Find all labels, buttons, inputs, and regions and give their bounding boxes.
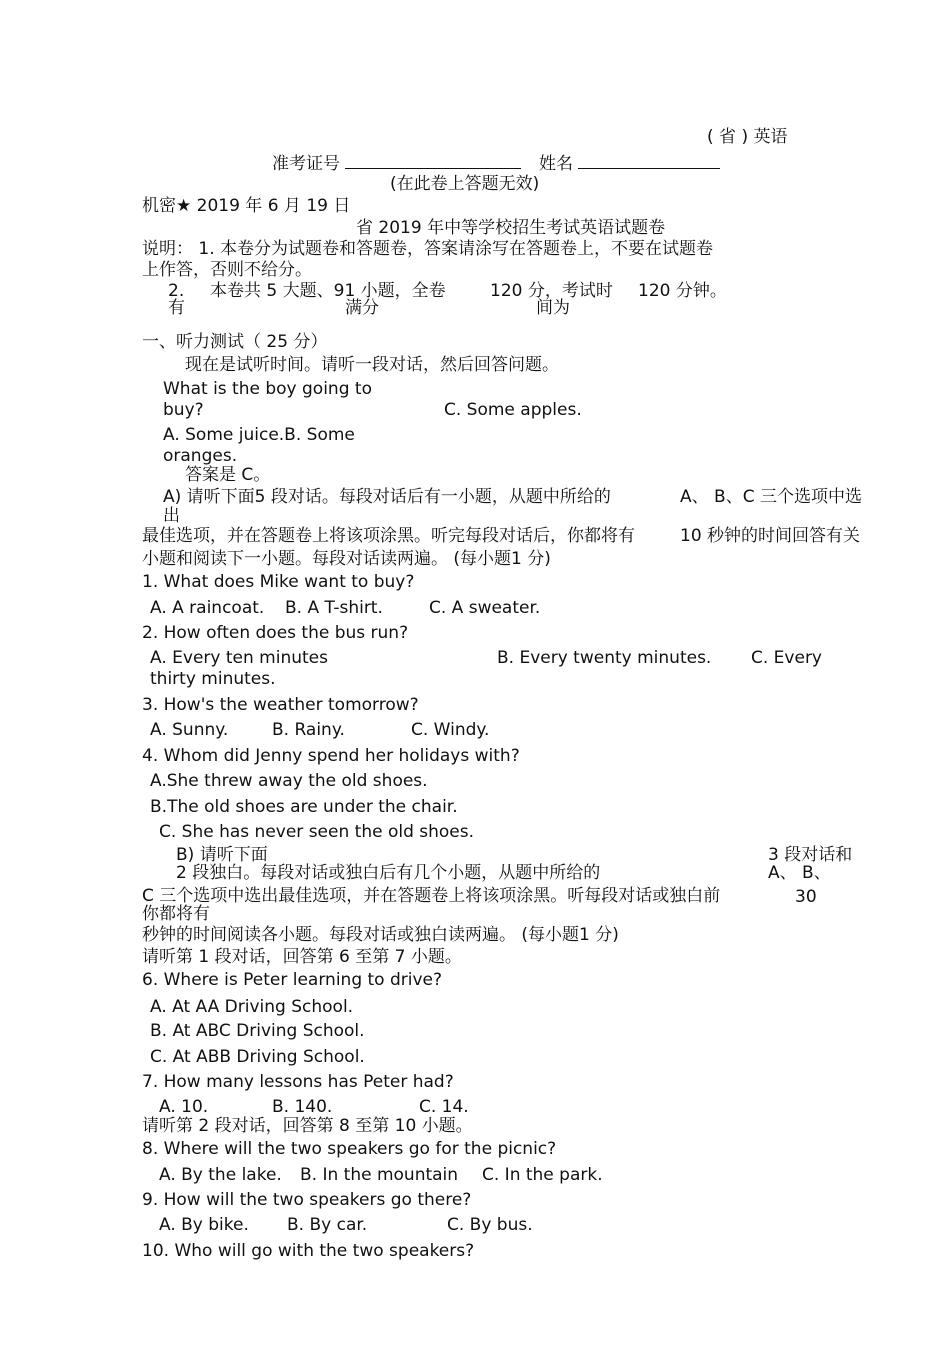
- question-5-option-c: C. She has never seen the old shoes.: [159, 822, 475, 842]
- part-b-line-4: 秒钟的时间阅读各小题。每段对话或独白读两遍。 (每小题1 分): [142, 925, 619, 945]
- question-8-option-a: A. By the lake.: [159, 1165, 282, 1185]
- ticket-label-text: 准考证号: [272, 154, 340, 174]
- part-a-line-2-right: 10 秒钟的时间回答有关: [680, 526, 861, 546]
- part-b-line-3: C 三个选项中选出最佳选项，并在答题卷上将该项涂黑。听每段对话或独白前: [142, 886, 721, 906]
- question-9-option-a: A. By bike.: [159, 1215, 249, 1235]
- question-3: 3. How's the weather tomorrow?: [142, 695, 419, 715]
- paper-title: 省 2019 年中等学校招生考试英语试题卷: [356, 218, 666, 238]
- practice-options-ab-line-1: A. Some juice.B. Some: [163, 425, 355, 445]
- part-b-line-2-right: A、 B、: [768, 863, 831, 883]
- dialog-1-instruction: 请听第 1 段对话，回答第 6 至第 7 小题。: [142, 947, 462, 967]
- part-a-line-2: 最佳选项，并在答题卷上将该项涂黑。听完每段对话后，你都将有: [142, 526, 635, 546]
- practice-options-ab-line-2: oranges.: [163, 446, 238, 466]
- ticket-number-label: [272, 152, 521, 174]
- question-2-option-c-cont: thirty minutes.: [150, 669, 276, 689]
- question-5-option-b: B.The old shoes are under the chair.: [150, 797, 458, 817]
- question-7-option-a: A. 10.: [159, 1097, 209, 1117]
- question-3-option-a: A. Sunny.: [150, 720, 229, 740]
- practice-answer: 答案是 C。: [185, 465, 271, 485]
- instruction-item2-c: 120 分钟。: [638, 281, 727, 301]
- question-5-option-a: A.She threw away the old shoes.: [150, 771, 428, 791]
- question-6-option-c: C. At ABB Driving School.: [150, 1047, 365, 1067]
- part-b-line-3-right: 30: [795, 887, 817, 907]
- question-7-option-b: B. 140.: [272, 1097, 333, 1117]
- question-2-option-a: A. Every ten minutes: [150, 648, 328, 668]
- part-a-line-3: 小题和阅读下一小题。每段对话读两遍。 (每小题1 分): [142, 549, 551, 569]
- question-3-option-c: C. Windy.: [411, 720, 490, 740]
- dialog-2-instruction: 请听第 2 段对话，回答第 8 至第 10 小题。: [142, 1116, 473, 1136]
- section-1-title: 一、听力测试（ 25 分）: [142, 332, 328, 352]
- part-a-line-1: A) 请听下面5 段对话。每段对话后有一小题，从题中所给的: [163, 487, 611, 507]
- secret-date: 机密★ 2019 年 6 月 19 日: [142, 196, 351, 216]
- question-1-option-b: B. A T-shirt.: [285, 598, 383, 618]
- part-b-line-1: B) 请听下面: [176, 845, 268, 865]
- question-6: 6. Where is Peter learning to drive?: [142, 970, 443, 990]
- ticket-number-blank: [345, 152, 521, 169]
- question-1-option-a: A. A raincoat.: [150, 598, 265, 618]
- question-8-option-b: B. In the mountain: [300, 1165, 459, 1185]
- question-10: 10. Who will go with the two speakers?: [142, 1241, 475, 1261]
- question-7-option-c: C. 14.: [419, 1097, 469, 1117]
- question-9-option-b: B. By car.: [287, 1215, 368, 1235]
- question-8: 8. Where will the two speakers go for the picnic?: [142, 1139, 557, 1159]
- part-b-line-2: 2 段独白。每段对话或独白后有几个小题，从题中所给的: [176, 863, 601, 883]
- name-label-text: 姓名: [539, 154, 573, 174]
- invalid-note: (在此卷上答题无效): [390, 174, 540, 194]
- name-label: [539, 152, 720, 174]
- province-subject: ( 省 ) 英语: [707, 127, 788, 147]
- part-a-line-1-right: A、 B、C 三个选项中选: [680, 487, 862, 507]
- practice-question-line-2: buy?: [163, 400, 204, 420]
- instruction-item2-sub3: 间为: [536, 298, 570, 318]
- question-6-option-a: A. At AA Driving School.: [150, 997, 354, 1017]
- question-2-option-b: B. Every twenty minutes.: [497, 648, 712, 668]
- practice-option-c: C. Some apples.: [444, 400, 582, 420]
- question-2: 2. How often does the bus run?: [142, 623, 409, 643]
- instruction-item2-num: 2.: [168, 281, 185, 301]
- practice-intro: 现在是试听时间。请听一段对话，然后回答问题。: [185, 355, 559, 375]
- question-7: 7. How many lessons has Peter had?: [142, 1072, 454, 1092]
- question-1-option-c: C. A sweater.: [429, 598, 541, 618]
- instruction-line-2: 上作答，否则不给分。: [142, 260, 312, 280]
- question-4: 4. Whom did Jenny spend her holidays with?: [142, 746, 520, 766]
- instruction-line-1: 说明： 1. 本卷分为试题卷和答题卷，答案请涂写在答题卷上，不要在试题卷: [142, 239, 714, 259]
- instruction-item2-sub1: 有: [168, 298, 185, 318]
- part-b-line-3-sub: 你都将有: [142, 904, 210, 924]
- question-3-option-b: B. Rainy.: [272, 720, 345, 740]
- question-9-option-c: C. By bus.: [447, 1215, 533, 1235]
- question-6-option-b: B. At ABC Driving School.: [150, 1021, 365, 1041]
- part-a-line-1-sub: 出: [163, 506, 180, 526]
- question-8-option-c: C. In the park.: [482, 1165, 603, 1185]
- instruction-item2-a: 本卷共 5 大题、91 小题，全卷: [210, 281, 446, 301]
- question-1: 1. What does Mike want to buy?: [142, 572, 415, 592]
- part-b-line-1-right: 3 段对话和: [768, 845, 853, 865]
- name-blank: [578, 152, 720, 169]
- instruction-item2-b: 120 分，考试时: [490, 281, 613, 301]
- practice-question-line-1: What is the boy going to: [163, 379, 372, 399]
- instruction-item2-sub2: 满分: [345, 298, 379, 318]
- question-2-option-c: C. Every: [751, 648, 822, 668]
- question-9: 9. How will the two speakers go there?: [142, 1190, 472, 1210]
